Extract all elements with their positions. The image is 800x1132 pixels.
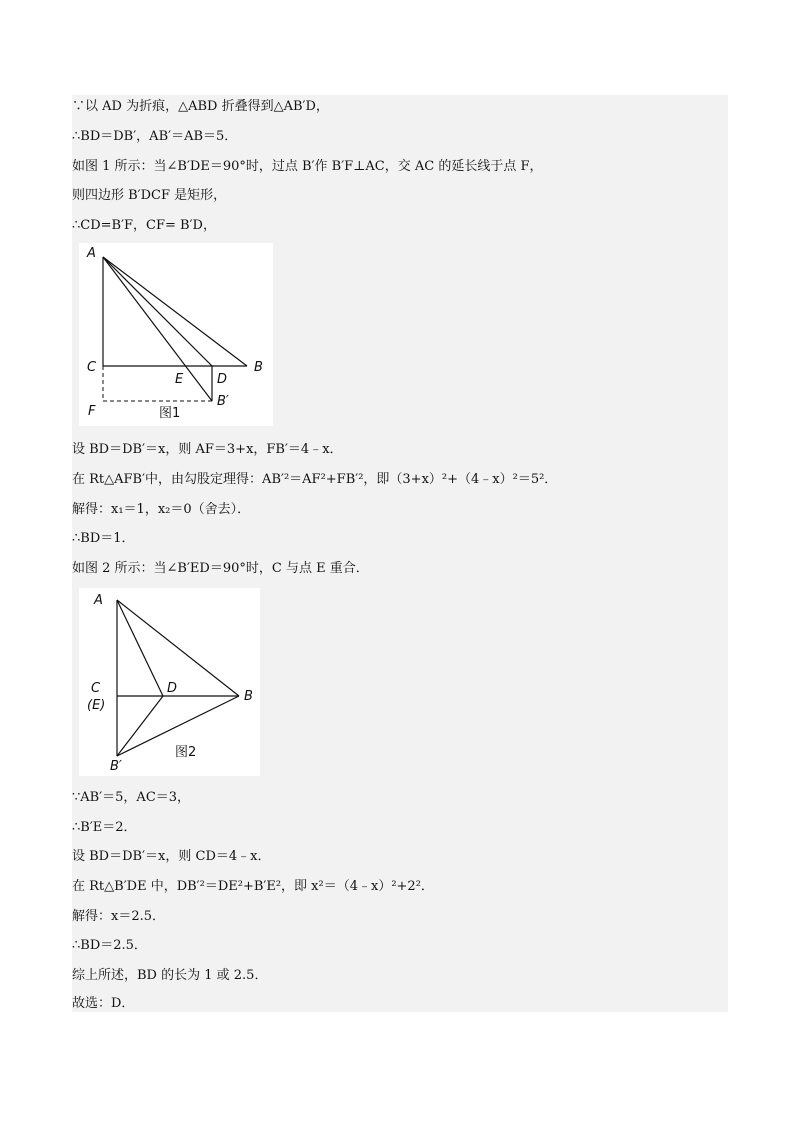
text-line: 解得：x＝2.5． — [72, 909, 166, 924]
text-line: 如图 2 所示：当∠B′ED＝90°时，C 与点 E 重合． — [72, 561, 369, 576]
figure-1 — [79, 243, 273, 426]
figure-2-caption: 图2 — [175, 745, 197, 760]
label-C: C — [87, 360, 97, 375]
label-F: F — [88, 404, 96, 419]
text-line: ∴BD＝DB′，AB′＝AB＝5． — [72, 129, 238, 144]
label-A: A — [87, 246, 96, 261]
label-B-prime: B′ — [110, 759, 122, 774]
text-line: ∵以 AD 为折痕，△ABD 折叠得到△AB′D， — [72, 99, 329, 114]
segment-AB — [103, 257, 247, 366]
segment-AB-prime — [103, 257, 212, 401]
text-line: ∴CD=B′F，CF= B′D， — [72, 218, 216, 233]
segment-AB — [117, 600, 239, 696]
figure-2 — [79, 588, 260, 776]
figure-1-caption: 图1 — [159, 406, 181, 421]
solution-panel — [72, 95, 728, 1012]
label-D: D — [217, 372, 228, 387]
text-line: ∴BD＝1． — [72, 531, 135, 546]
text-line: ∵AB′＝5，AC＝3， — [72, 790, 191, 805]
text-line: 故选：D． — [72, 996, 135, 1011]
text-line: 在 Rt△AFB′中，由勾股定理得：AB′²＝AF²+FB′²，即（3+x）²+（4﹣x）²＝5²． — [72, 472, 558, 487]
text-line: 则四边形 B′DCF 是矩形， — [72, 188, 227, 203]
segment-AD — [117, 600, 163, 696]
segment-AD — [103, 257, 212, 366]
text-line: 解得：x₁＝1，x₂＝0（舍去）． — [72, 502, 251, 517]
text-line: ∴B′E＝2． — [72, 820, 137, 835]
label-E: (E) — [87, 698, 106, 713]
text-line: ∴BD＝2.5． — [72, 938, 147, 953]
label-B: B — [244, 689, 253, 704]
label-E: E — [175, 372, 184, 387]
label-B: B — [254, 360, 263, 375]
label-C: C — [91, 681, 101, 696]
text-line: 设 BD＝DB′＝x，则 AF＝3+x，FB′＝4﹣x． — [72, 442, 343, 457]
segment-DB-prime — [117, 696, 163, 756]
text-line: 设 BD＝DB′＝x，则 CD＝4﹣x． — [72, 849, 271, 864]
text-line: 在 Rt△B′DE 中，DB′²＝DE²+B′E²，即 x²＝（4﹣x）²+2²． — [72, 879, 434, 894]
label-A: A — [94, 593, 103, 608]
label-B-prime: B′ — [217, 394, 229, 409]
label-D: D — [167, 681, 178, 696]
text-line: 如图 1 所示：当∠B′DE＝90°时，过点 B′作 B′F⊥AC，交 AC 的延长线于点 F， — [72, 159, 543, 174]
text-line: 综上所述，BD 的长为 1 或 2.5． — [72, 968, 268, 983]
